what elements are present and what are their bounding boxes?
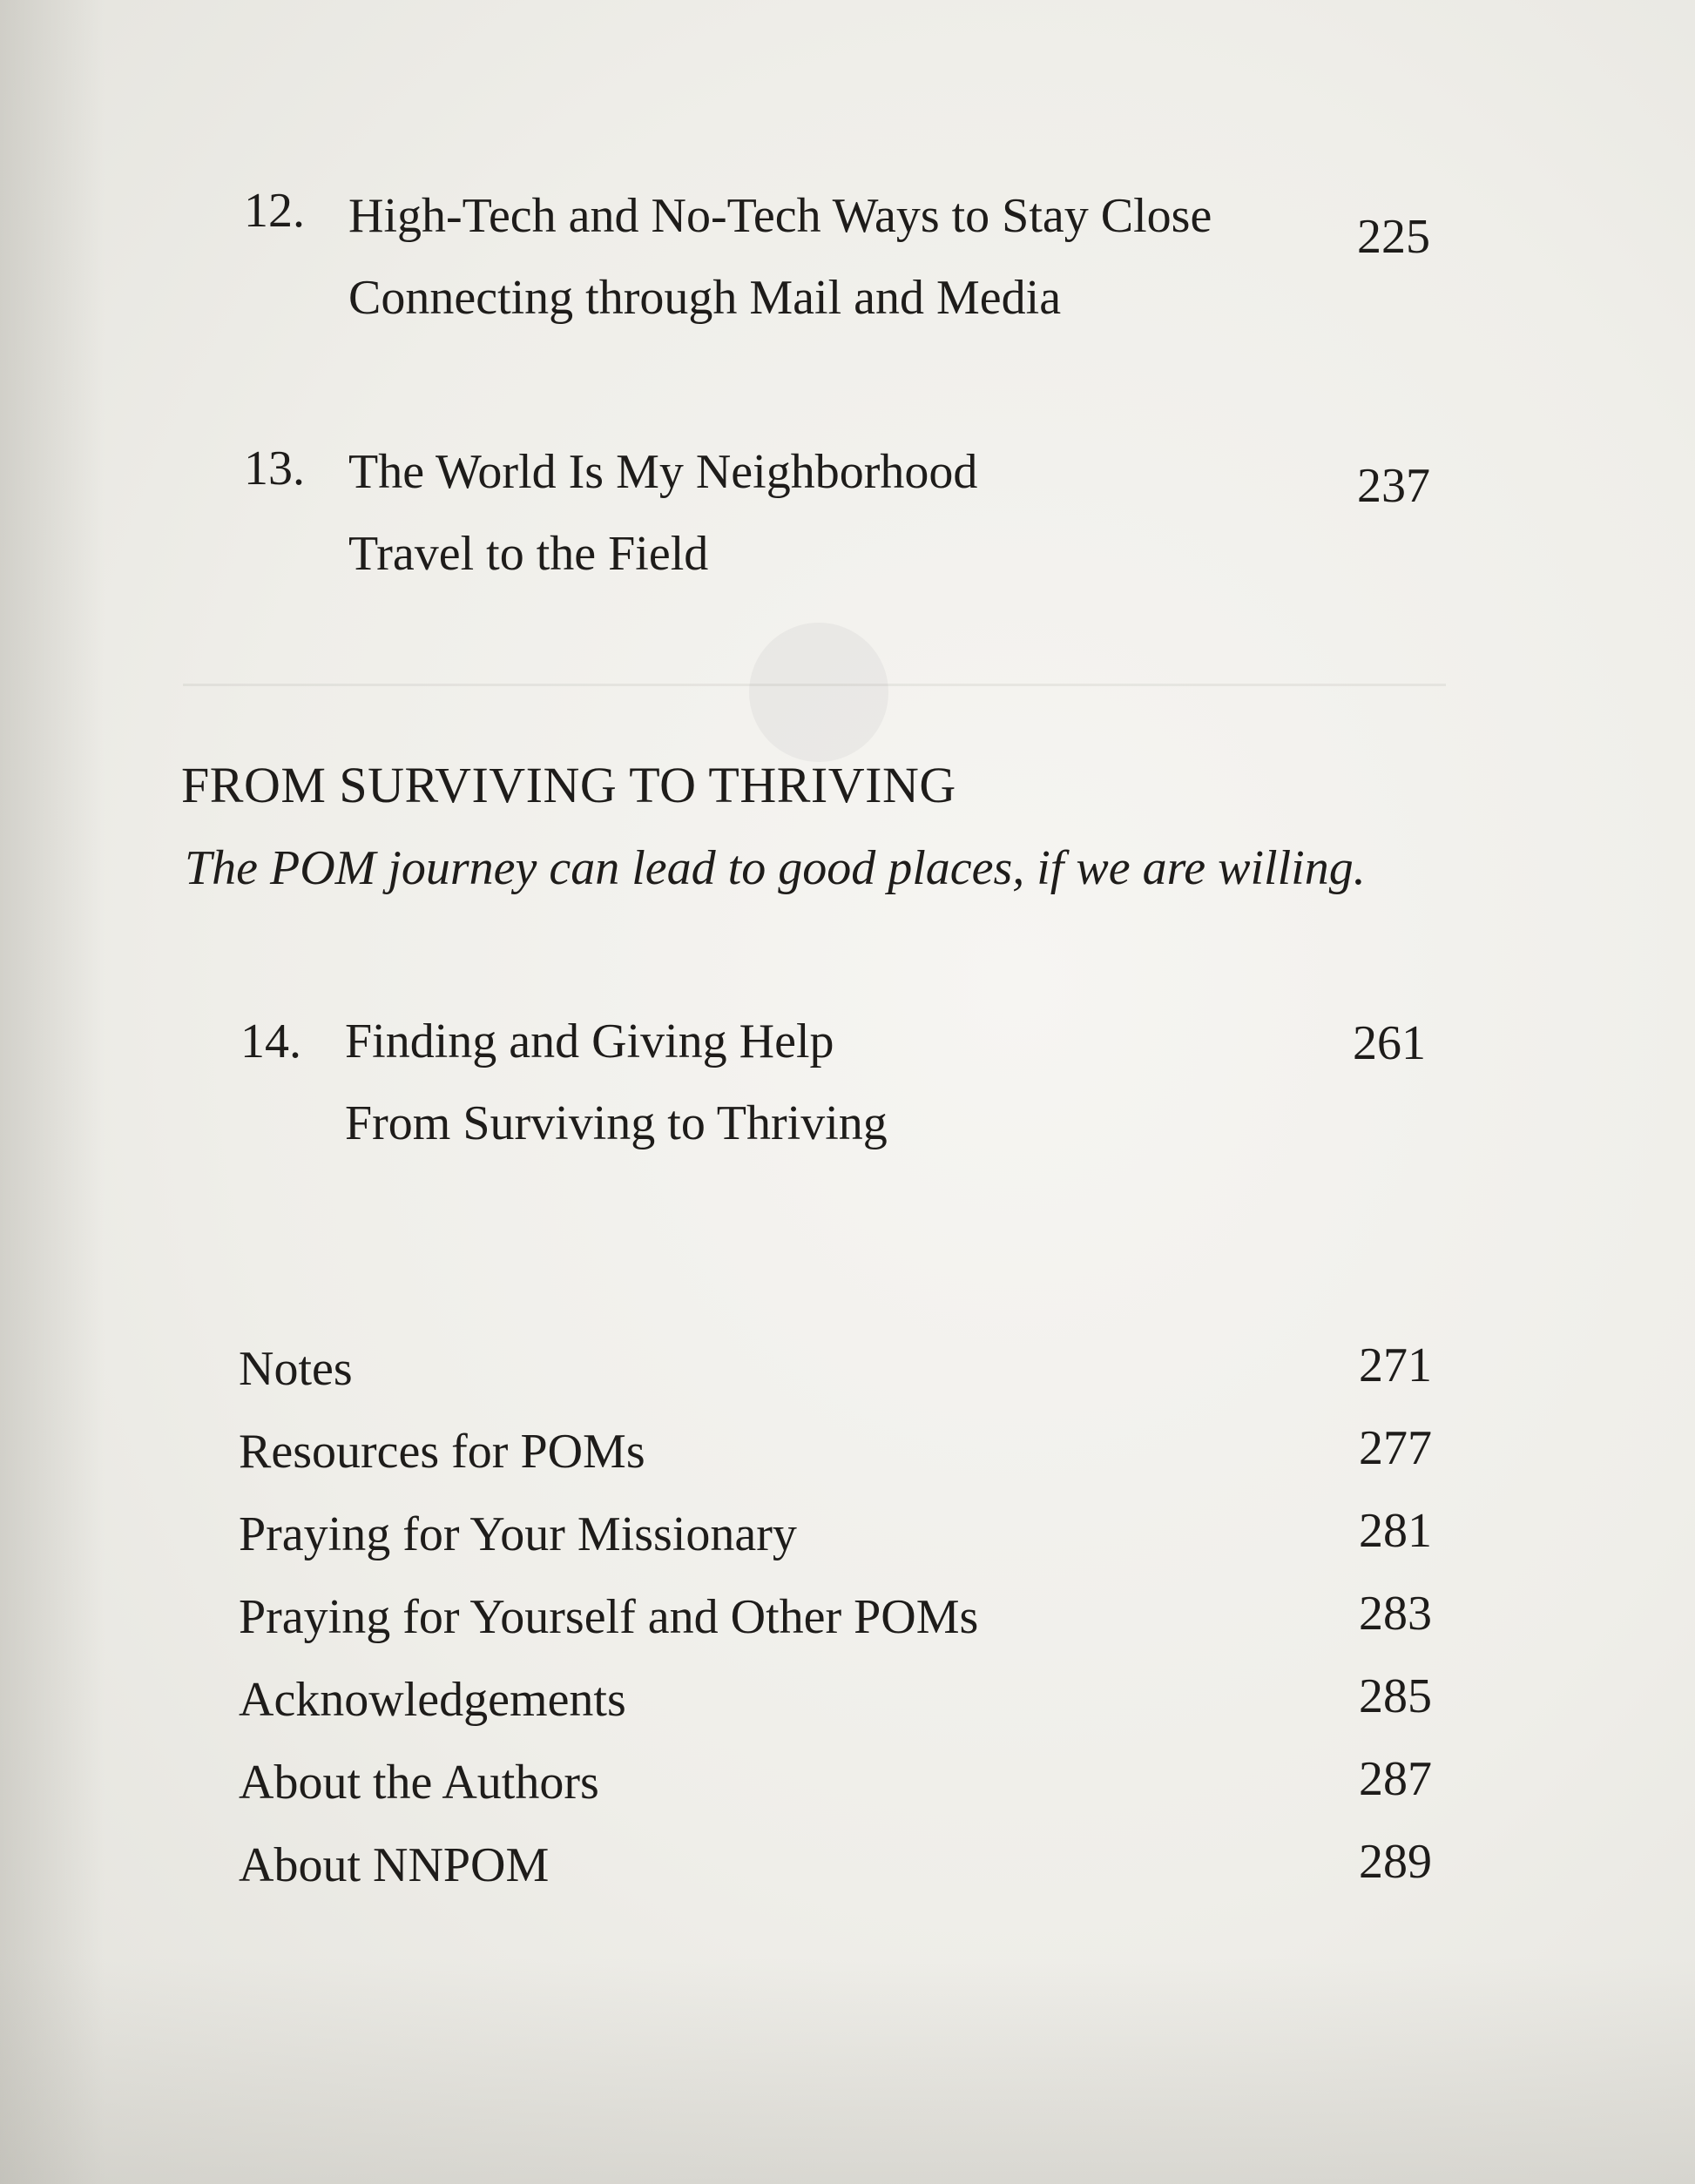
entry-label: About the Authors xyxy=(239,1756,599,1810)
toc-entry-acknowledgements xyxy=(239,1669,1432,1755)
page-shadow-bottom xyxy=(0,1958,1695,2184)
entry-page-number: 289 xyxy=(1359,1835,1432,1889)
entry-page-number: 283 xyxy=(1359,1587,1432,1641)
chapter-number: 14. xyxy=(240,1014,301,1068)
toc-entry-about-authors xyxy=(239,1752,1432,1837)
toc-entry-notes xyxy=(239,1338,1432,1424)
chapter-subtitle: Connecting through Mail and Media xyxy=(348,271,1062,325)
chapter-title: Finding and Giving Help xyxy=(345,1014,834,1068)
bleed-through-rule xyxy=(183,684,1446,686)
toc-entry-about-nnpom xyxy=(239,1837,1432,1920)
back-matter-list xyxy=(239,1338,1432,1920)
chapter-page-number: 237 xyxy=(1357,459,1430,513)
page-shadow-left xyxy=(0,0,105,2184)
toc-entry-resources xyxy=(239,1421,1432,1507)
entry-label: Resources for POMs xyxy=(239,1425,645,1479)
chapter-title: High-Tech and No-Tech Ways to Stay Close xyxy=(348,189,1212,243)
chapter-subtitle: From Surviving to Thriving xyxy=(345,1096,888,1150)
bleed-through-ornament xyxy=(749,623,888,762)
entry-page-number: 287 xyxy=(1359,1752,1432,1806)
entry-label: Praying for Your Missionary xyxy=(239,1507,797,1561)
entry-page-number: 281 xyxy=(1359,1504,1432,1558)
entry-label: Notes xyxy=(239,1342,353,1396)
entry-label: Acknowledgements xyxy=(239,1673,626,1727)
chapter-number: 13. xyxy=(244,442,305,495)
chapter-subtitle: Travel to the Field xyxy=(348,527,709,581)
chapter-title: The World Is My Neighborhood xyxy=(348,445,978,499)
entry-label: Praying for Yourself and Other POMs xyxy=(239,1590,979,1644)
toc-entry-praying-yourself xyxy=(239,1589,1432,1672)
section-heading: FROM SURVIVING TO THRIVING xyxy=(181,757,956,813)
chapter-number: 12. xyxy=(244,184,305,238)
entry-label: About NNPOM xyxy=(239,1838,550,1892)
toc-entry-praying-missionary xyxy=(239,1504,1432,1589)
chapter-page-number: 261 xyxy=(1353,1016,1426,1070)
section-tagline: The POM journey can lead to good places, if we are willing. xyxy=(185,841,1366,895)
entry-page-number: 285 xyxy=(1359,1669,1432,1723)
entry-page-number: 277 xyxy=(1359,1421,1432,1475)
entry-page-number: 271 xyxy=(1359,1338,1432,1392)
chapter-page-number: 225 xyxy=(1357,210,1430,264)
